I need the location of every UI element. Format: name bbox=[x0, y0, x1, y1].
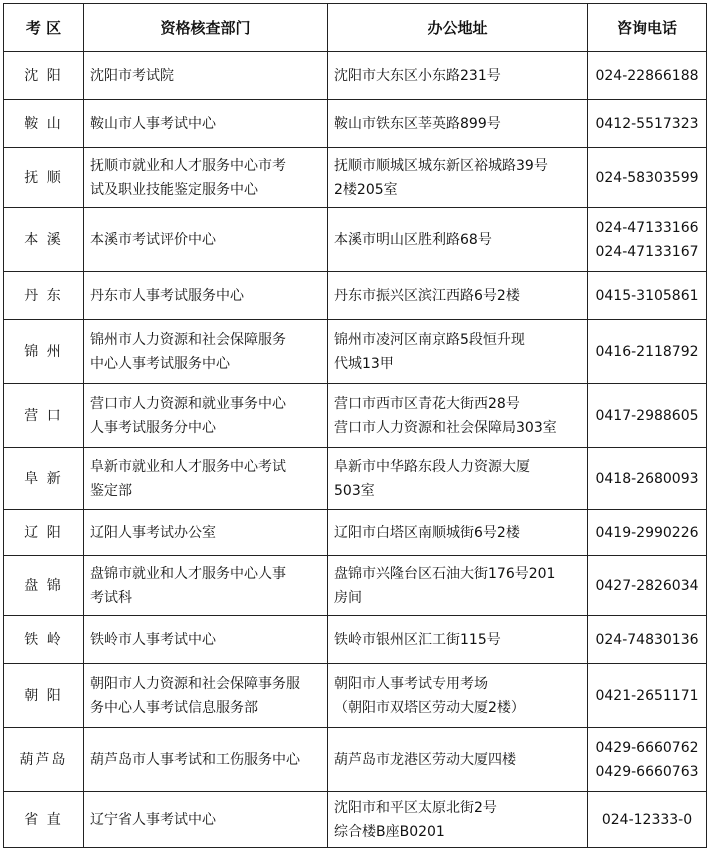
cell-phone bbox=[588, 272, 707, 320]
cell-dept bbox=[84, 556, 328, 616]
cell-address bbox=[328, 100, 588, 148]
cell-address-line: （朝阳市双塔区劳动大厦2楼） bbox=[334, 699, 525, 716]
cell-phone-line: 024-22866188 bbox=[595, 67, 699, 84]
cell-phone-line: 024-47133167 bbox=[595, 243, 699, 260]
cell-address bbox=[328, 208, 588, 272]
table-row bbox=[4, 510, 707, 556]
cell-address bbox=[328, 272, 588, 320]
cell-dept-line: 辽阳人事考试办公室 bbox=[90, 524, 216, 541]
table-row bbox=[4, 272, 707, 320]
header-address: 办公地址 bbox=[328, 4, 588, 52]
cell-dept-line: 盘锦市就业和人才服务中心人事 bbox=[90, 565, 286, 582]
exam-contact-table bbox=[3, 3, 707, 848]
cell-address bbox=[328, 52, 588, 100]
cell-dept-line: 人事考试服务分中心 bbox=[90, 419, 216, 436]
cell-address-line: 综合楼B座B0201 bbox=[334, 823, 445, 840]
cell-dept-line: 铁岭市人事考试中心 bbox=[90, 631, 216, 648]
cell-address-line: 朝阳市人事考试专用考场 bbox=[334, 675, 488, 692]
cell-address bbox=[328, 728, 588, 792]
table-row bbox=[4, 208, 707, 272]
cell-phone bbox=[588, 148, 707, 208]
table-row bbox=[4, 728, 707, 792]
cell-address-line: 代城13甲 bbox=[334, 355, 394, 372]
cell-area: 铁 岭 bbox=[4, 616, 84, 664]
cell-address-line: 辽阳市白塔区南顺城街6号2楼 bbox=[334, 524, 520, 541]
table-row bbox=[4, 616, 707, 664]
cell-dept-line: 鉴定部 bbox=[90, 482, 132, 499]
cell-area: 丹 东 bbox=[4, 272, 84, 320]
cell-area: 盘 锦 bbox=[4, 556, 84, 616]
cell-dept-line: 丹东市人事考试服务中心 bbox=[90, 287, 244, 304]
cell-area: 省 直 bbox=[4, 792, 84, 848]
cell-dept bbox=[84, 510, 328, 556]
cell-address-line: 丹东市振兴区滨江西路6号2楼 bbox=[334, 287, 520, 304]
cell-area: 辽 阳 bbox=[4, 510, 84, 556]
cell-address-line: 2楼205室 bbox=[334, 181, 398, 198]
table-header-row bbox=[4, 4, 707, 52]
cell-dept-line: 考试科 bbox=[90, 589, 132, 606]
cell-address bbox=[328, 664, 588, 728]
cell-dept-line: 沈阳市考试院 bbox=[90, 67, 174, 84]
table-row bbox=[4, 792, 707, 848]
table-row bbox=[4, 664, 707, 728]
cell-dept bbox=[84, 148, 328, 208]
cell-dept bbox=[84, 664, 328, 728]
cell-phone-line: 0416-2118792 bbox=[595, 343, 699, 360]
cell-phone-line: 024-74830136 bbox=[595, 631, 699, 648]
cell-address-line: 本溪市明山区胜利路68号 bbox=[334, 231, 492, 248]
table-body bbox=[4, 52, 707, 848]
cell-dept-line: 辽宁省人事考试中心 bbox=[90, 811, 216, 828]
cell-dept bbox=[84, 728, 328, 792]
cell-phone bbox=[588, 208, 707, 272]
cell-phone-line: 0419-2990226 bbox=[595, 524, 699, 541]
cell-phone-line: 024-12333-0 bbox=[601, 811, 693, 828]
cell-phone-line: 0415-3105861 bbox=[595, 287, 699, 304]
table-row bbox=[4, 100, 707, 148]
cell-area: 鞍 山 bbox=[4, 100, 84, 148]
cell-address bbox=[328, 148, 588, 208]
cell-phone bbox=[588, 384, 707, 448]
cell-address-line: 沈阳市和平区太原北街2号 bbox=[334, 799, 497, 816]
cell-dept-line: 阜新市就业和人才服务中心考试 bbox=[90, 458, 286, 475]
cell-area: 本 溪 bbox=[4, 208, 84, 272]
cell-address-line: 503室 bbox=[334, 482, 375, 499]
cell-address-line: 锦州市凌河区南京路5段恒升现 bbox=[334, 331, 525, 348]
table-row bbox=[4, 320, 707, 384]
cell-dept-line: 抚顺市就业和人才服务中心市考 bbox=[90, 157, 286, 174]
cell-phone-line: 0427-2826034 bbox=[595, 577, 699, 594]
cell-phone bbox=[588, 616, 707, 664]
cell-address-line: 营口市西市区青花大街西28号 bbox=[334, 395, 520, 412]
cell-phone-line: 0418-2680093 bbox=[595, 470, 699, 487]
cell-dept bbox=[84, 208, 328, 272]
cell-address bbox=[328, 616, 588, 664]
cell-address-line: 阜新市中华路东段人力资源大厦 bbox=[334, 458, 530, 475]
cell-address-line: 沈阳市大东区小东路231号 bbox=[334, 67, 501, 84]
cell-dept-line: 本溪市考试评价中心 bbox=[90, 231, 216, 248]
cell-phone bbox=[588, 52, 707, 100]
cell-phone bbox=[588, 728, 707, 792]
cell-phone bbox=[588, 556, 707, 616]
table-row bbox=[4, 148, 707, 208]
cell-phone-line: 0429-6660763 bbox=[595, 763, 699, 780]
cell-phone-line: 0421-2651171 bbox=[595, 687, 699, 704]
cell-area: 抚 顺 bbox=[4, 148, 84, 208]
cell-dept-line: 鞍山市人事考试中心 bbox=[90, 115, 216, 132]
cell-area: 沈 阳 bbox=[4, 52, 84, 100]
cell-phone bbox=[588, 510, 707, 556]
cell-address bbox=[328, 556, 588, 616]
cell-address bbox=[328, 384, 588, 448]
cell-dept-line: 中心人事考试服务中心 bbox=[90, 355, 230, 372]
cell-address-line: 抚顺市顺城区城东新区裕城路39号 bbox=[334, 157, 548, 174]
cell-address-line: 铁岭市银州区汇工街115号 bbox=[334, 631, 501, 648]
cell-address-line: 营口市人力资源和社会保障局303室 bbox=[334, 419, 557, 436]
cell-phone bbox=[588, 792, 707, 848]
cell-dept bbox=[84, 272, 328, 320]
cell-phone-line: 024-47133166 bbox=[595, 219, 699, 236]
cell-area: 朝 阳 bbox=[4, 664, 84, 728]
cell-phone-line: 0412-5517323 bbox=[595, 115, 699, 132]
header-phone: 咨询电话 bbox=[588, 4, 707, 52]
cell-dept bbox=[84, 52, 328, 100]
cell-address bbox=[328, 510, 588, 556]
table-row bbox=[4, 448, 707, 510]
cell-dept bbox=[84, 616, 328, 664]
cell-area: 锦 州 bbox=[4, 320, 84, 384]
cell-address-line: 葫芦岛市龙港区劳动大厦四楼 bbox=[334, 751, 516, 768]
cell-address-line: 鞍山市铁东区莘英路899号 bbox=[334, 115, 501, 132]
cell-dept-line: 锦州市人力资源和社会保障服务 bbox=[90, 331, 286, 348]
cell-phone bbox=[588, 100, 707, 148]
cell-dept bbox=[84, 100, 328, 148]
cell-phone bbox=[588, 448, 707, 510]
cell-area: 营 口 bbox=[4, 384, 84, 448]
cell-dept bbox=[84, 320, 328, 384]
cell-dept-line: 朝阳市人力资源和社会保障事务服 bbox=[90, 675, 300, 692]
cell-dept-line: 务中心人事考试信息服务部 bbox=[90, 699, 258, 716]
cell-dept bbox=[84, 448, 328, 510]
cell-area: 阜 新 bbox=[4, 448, 84, 510]
cell-phone-line: 0429-6660762 bbox=[595, 739, 699, 756]
cell-phone bbox=[588, 320, 707, 384]
cell-phone bbox=[588, 664, 707, 728]
cell-dept bbox=[84, 792, 328, 848]
cell-address bbox=[328, 792, 588, 848]
cell-area: 葫芦岛 bbox=[4, 728, 84, 792]
header-dept: 资格核查部门 bbox=[84, 4, 328, 52]
header-area: 考 区 bbox=[4, 4, 84, 52]
cell-address bbox=[328, 448, 588, 510]
cell-dept-line: 葫芦岛市人事考试和工伤服务中心 bbox=[90, 751, 300, 768]
table-row bbox=[4, 384, 707, 448]
cell-dept bbox=[84, 384, 328, 448]
cell-phone-line: 0417-2988605 bbox=[595, 407, 699, 424]
cell-phone-line: 024-58303599 bbox=[595, 169, 699, 186]
cell-dept-line: 营口市人力资源和就业事务中心 bbox=[90, 395, 286, 412]
cell-address bbox=[328, 320, 588, 384]
table-row bbox=[4, 52, 707, 100]
cell-dept-line: 试及职业技能鉴定服务中心 bbox=[90, 181, 258, 198]
table-row bbox=[4, 556, 707, 616]
cell-address-line: 盘锦市兴隆台区石油大街176号201 bbox=[334, 565, 556, 582]
cell-address-line: 房间 bbox=[334, 589, 362, 606]
